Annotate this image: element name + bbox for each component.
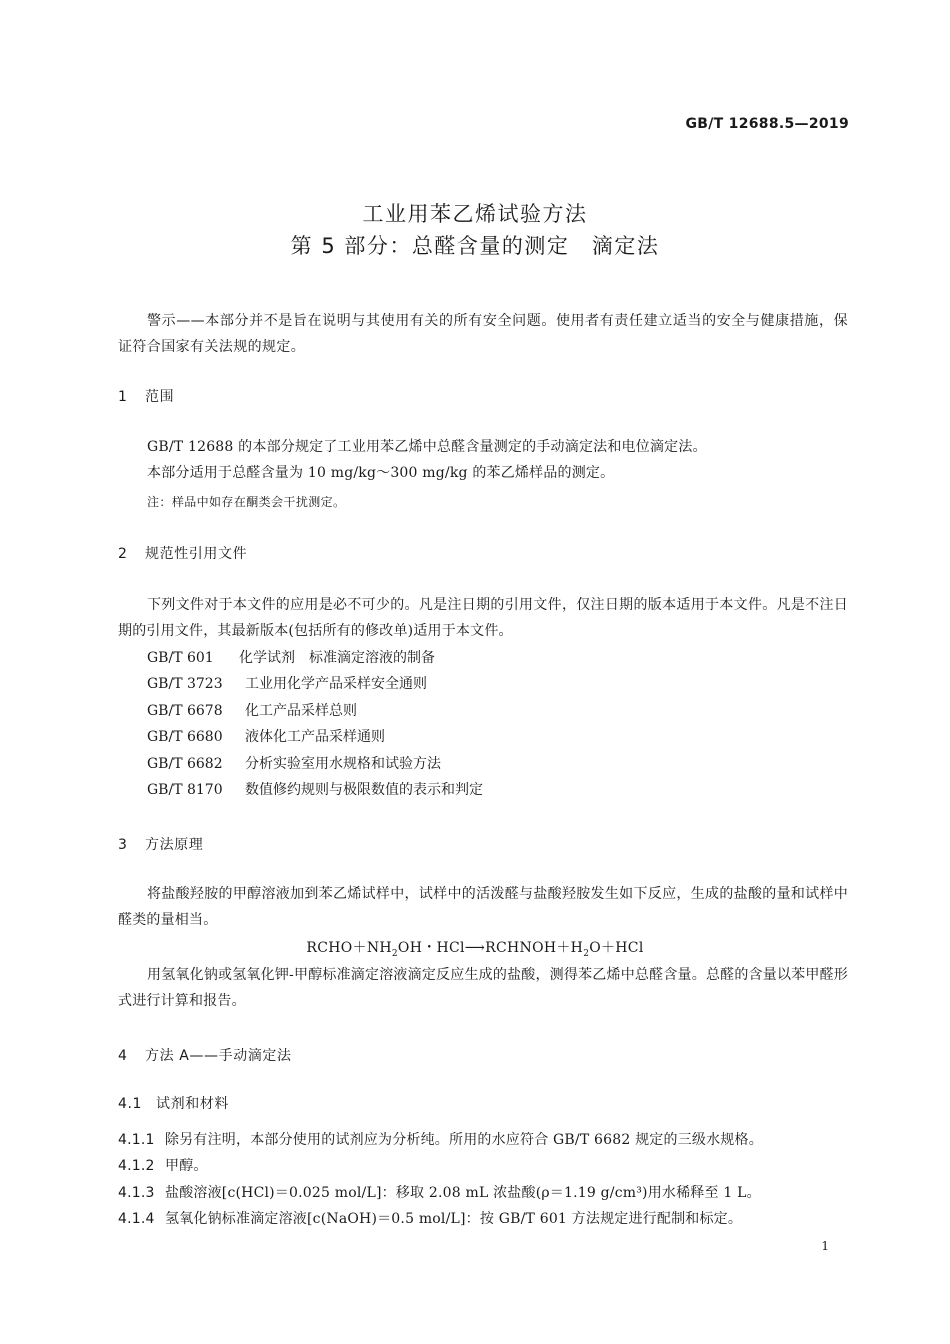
reference-title: 分析实验室用水规格和试验方法: [245, 756, 441, 772]
section-title: 规范性引用文件: [145, 546, 248, 562]
scope-paragraph-1: GB/T 12688 的本部分规定了工业用苯乙烯中总醛含量测定的手动滴定法和电位滴定法。: [147, 439, 707, 455]
reference-item: [147, 645, 435, 671]
equation-subscript: 2: [583, 948, 590, 959]
section-title: 方法 A——手动滴定法: [145, 1048, 292, 1064]
clause-text: 盐酸溶液[c(HCl)＝0.025 mol/L]：移取 2.08 mL 浓盐酸(ρ＝1.19 g/cm³)用水稀释至 1 L。: [165, 1185, 761, 1201]
reference-code: GB/T 601: [147, 650, 214, 666]
section-number: 3: [118, 837, 128, 853]
equation-part: O＋HCl: [589, 940, 644, 956]
clause-text: 甲醇。: [165, 1158, 208, 1174]
clause-number: 4.1.3: [118, 1185, 155, 1201]
safety-warning: 警示——本部分并不是旨在说明与其使用有关的所有安全问题。使用者有责任建立适当的安全与健康措施，保证符合国家有关法规的规定。: [118, 313, 848, 355]
scope-note: [147, 493, 345, 510]
clause-item: [118, 1180, 761, 1206]
reference-title: 化工产品采样总则: [245, 703, 357, 719]
subsection-title: 试剂和材料: [156, 1096, 229, 1112]
clause-number: 4.1.4: [118, 1211, 155, 1227]
reference-item: [147, 724, 385, 750]
reference-title: 数值修约规则与极限数值的表示和判定: [245, 782, 483, 798]
reference-item: [147, 751, 441, 777]
section-number: 4: [118, 1048, 128, 1064]
reference-code: GB/T 8170: [147, 782, 223, 798]
clause-item: [118, 1127, 763, 1153]
section-3-heading: [118, 834, 203, 854]
clause-item: [118, 1153, 208, 1179]
note-text: 样品中如存在酮类会干扰测定。: [171, 495, 346, 509]
clause-number: 4.1.2: [118, 1158, 155, 1174]
document-title: 工业用苯乙烯试验方法: [362, 202, 588, 226]
reference-title: 工业用化学产品采样安全通则: [245, 676, 427, 692]
equation-part: OH・HCl⟶RCHNOH＋H: [397, 940, 584, 956]
note-label: 注：: [147, 495, 172, 509]
reaction-equation: [0, 937, 950, 959]
reference-title: 化学试剂 标准滴定溶液的制备: [239, 650, 435, 666]
clause-item: [118, 1206, 742, 1232]
subsection-number: 4.1: [118, 1096, 143, 1112]
references-intro: 下列文件对于本文件的应用是必不可少的。凡是注日期的引用文件，仅注日期的版本适用于本文件。凡是不注日期的引用文件，其最新版本(包括所有的修改单)适用于本文件。: [118, 597, 848, 639]
section-4-heading: [118, 1045, 292, 1065]
section-number: 1: [118, 389, 128, 405]
reference-title: 液体化工产品采样通则: [245, 729, 385, 745]
reference-code: GB/T 6680: [147, 729, 223, 745]
reference-item: [147, 671, 427, 697]
clause-text: 除另有注明，本部分使用的试剂应为分析纯。所用的水应符合 GB/T 6682 规定的三级水规格。: [165, 1132, 763, 1148]
section-2-heading: [118, 543, 247, 563]
standard-code: GB/T 12688.5—2019: [685, 116, 849, 132]
reference-item: [147, 698, 357, 724]
equation-part: RCHO＋NH: [306, 940, 392, 956]
reference-code: GB/T 6682: [147, 756, 223, 772]
equation-subscript: 2: [391, 948, 398, 959]
reference-code: GB/T 3723: [147, 676, 223, 692]
section-1-heading: [118, 386, 174, 406]
section-title: 范围: [145, 389, 175, 405]
document-subtitle: 第 5 部分：总醛含量的测定 滴定法: [290, 234, 660, 258]
reference-code: GB/T 6678: [147, 703, 223, 719]
section-number: 2: [118, 546, 128, 562]
principle-paragraph-1: 将盐酸羟胺的甲醇溶液加到苯乙烯试样中，试样中的活泼醛与盐酸羟胺发生如下反应，生成的盐酸的量和试样中醛类的量相当。: [118, 886, 848, 928]
section-title: 方法原理: [145, 837, 204, 853]
page-number: 1: [821, 1239, 829, 1253]
clause-text: 氢氧化钠标准滴定溶液[c(NaOH)＝0.5 mol/L]：按 GB/T 601 方法规定进行配制和标定。: [165, 1211, 743, 1227]
principle-paragraph-2: 用氢氧化钠或氢氧化钾-甲醇标准滴定溶液滴定反应生成的盐酸，测得苯乙烯中总醛含量。总醛的含量以苯甲醛形式进行计算和报告。: [118, 967, 848, 1009]
clause-number: 4.1.1: [118, 1132, 155, 1148]
subsection-4-1-heading: [118, 1093, 229, 1113]
reference-item: [147, 777, 483, 803]
scope-paragraph-2: 本部分适用于总醛含量为 10 mg/kg～300 mg/kg 的苯乙烯样品的测定。: [147, 465, 615, 481]
